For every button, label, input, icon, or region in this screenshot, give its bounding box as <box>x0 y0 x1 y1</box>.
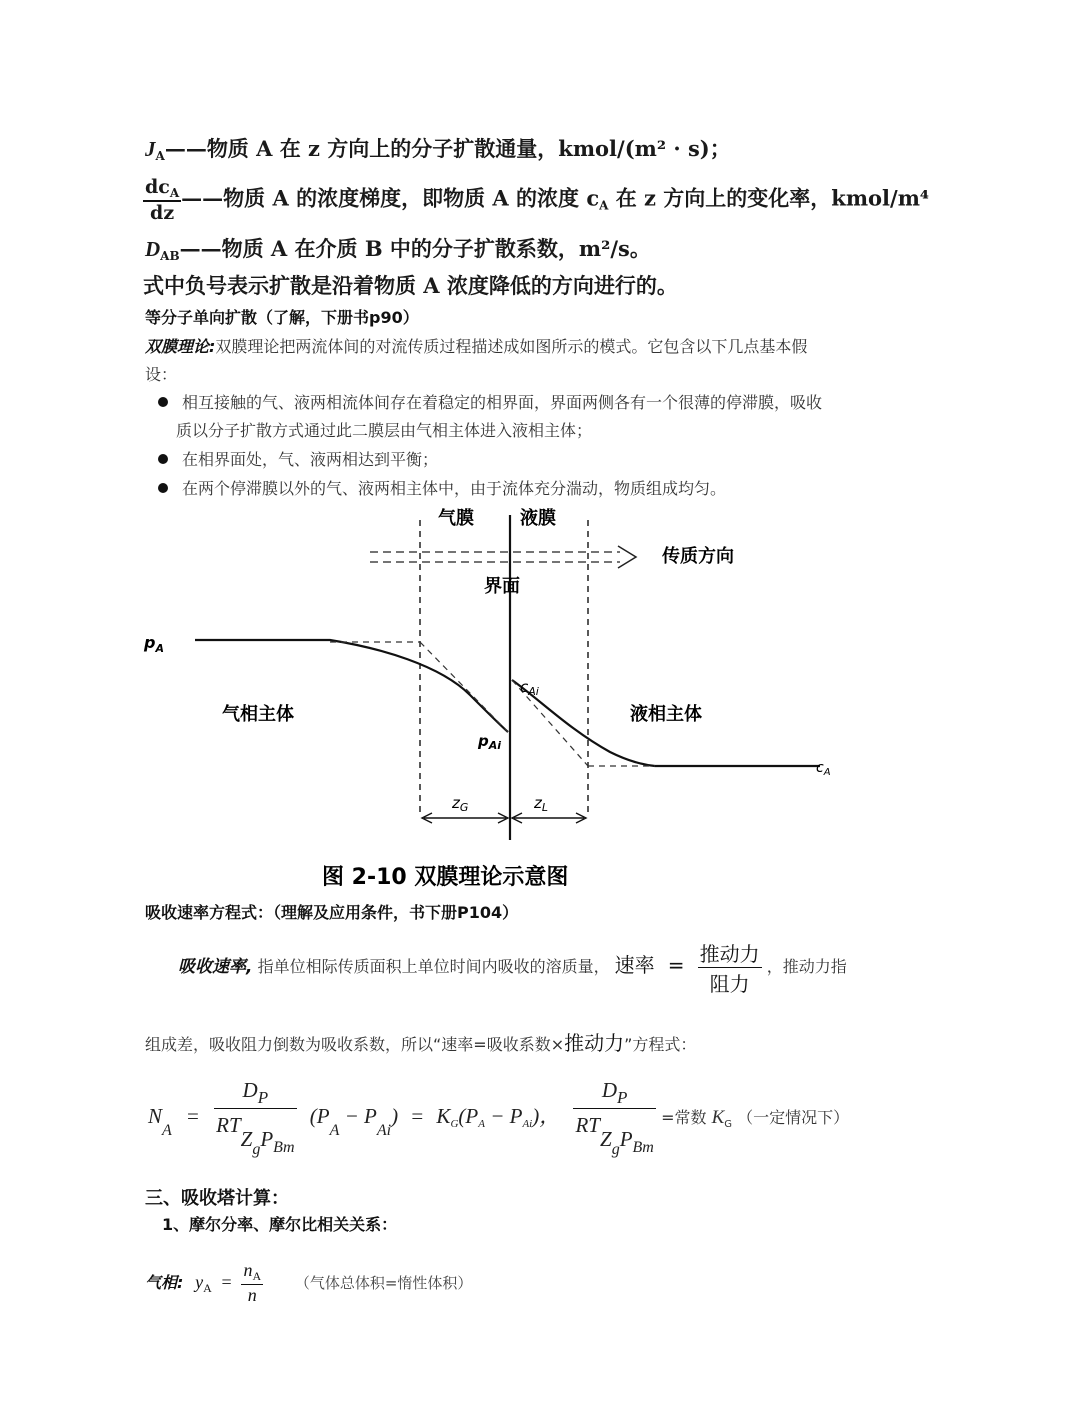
dc-text-tail: 在 z 方向上的变化率，kmol/m⁴ <box>608 185 930 211</box>
liquid-bulk-label: 液相主体 <box>630 704 702 725</box>
rate-frac-num: 推动力 <box>698 938 762 968</box>
dc-num: dc <box>145 176 170 198</box>
rate-heading: 吸收速率方程式：（理解及应用条件，书下册P104） <box>145 903 519 922</box>
def-dab-line <box>145 233 651 263</box>
rate-equals: = <box>667 953 685 977</box>
ja-symbol: J <box>145 137 156 161</box>
formula-eq2: = <box>411 1104 424 1129</box>
two-film-text-cont: 设： <box>145 365 178 384</box>
gas-phase-y: $y_A$ <box>195 1272 212 1295</box>
rate-frac-den: 阻力 <box>709 972 750 996</box>
rate-word: 速率 <box>614 953 655 977</box>
bullet-1-text: 相互接触的气、液两相流体间存在着稳定的相界面，界面两侧各有一个很薄的停滞膜，吸收 <box>182 393 823 412</box>
formula-const: =常数 $K_G$ （一定情况下） <box>661 1107 850 1131</box>
dc-num-sub: A <box>169 186 180 200</box>
rate-paragraph <box>178 938 847 997</box>
gas-phase-eq: = <box>221 1272 232 1292</box>
bullet-3-text: 在两个停滞膜以外的气、液两相主体中，由于流体充分湍动，物质组成均匀。 <box>182 479 727 498</box>
bullet-1 <box>158 390 822 413</box>
direction-label: 传质方向 <box>662 546 734 567</box>
two-film-diagram <box>140 500 850 895</box>
rate-fraction <box>698 938 762 997</box>
ja-text: ——物质 A 在 z 方向上的分子扩散通量，kmol/(m² · s)； <box>164 136 731 161</box>
two-film-paragraph <box>145 334 807 357</box>
rate-term: 吸收速率, <box>178 957 253 977</box>
formula-paren: $(P_A - P_{Ai})$ <box>309 1104 399 1140</box>
gas-bulk-label: 气相主体 <box>222 704 294 725</box>
formula-kg-expr: $K_G(P_A - P_{Ai})$， <box>436 1104 561 1131</box>
gas-phase-frac: $\frac{n_A}{n}$ <box>243 1260 262 1305</box>
formula-frac2: $\frac{D_P}{RTZ_gP_{Bm}}$ <box>575 1078 654 1158</box>
rate-line2-a: 组成差，吸收阻力倒数为吸收系数，所以“速率=吸收系数× <box>145 1035 565 1054</box>
pa-label: $p_A$ <box>144 633 164 655</box>
cai-label: $c_{Ai}$ <box>520 678 539 698</box>
dc-text-sub: A <box>599 198 609 213</box>
bullet-2 <box>158 447 438 470</box>
bullet-2-text: 在相界面处，气、液两相达到平衡； <box>182 450 439 469</box>
bullet-dot <box>158 454 168 464</box>
rate-text-tail: ，推动力指 <box>766 957 847 976</box>
rate-formula <box>148 1078 849 1159</box>
figure-caption: 图 2-10 双膜理论示意图 <box>322 865 569 890</box>
section3-heading: 三、吸收塔计算： <box>145 1188 289 1209</box>
dc-den: dz <box>150 202 175 224</box>
two-film-term: 双膜理论: <box>145 337 216 356</box>
liquid-film-label: 液膜 <box>520 508 556 529</box>
two-film-text: 双膜理论把两流体间的对流传质过程描述成如图所示的模式。它包含以下几点基本假 <box>215 337 808 356</box>
bullet-dot <box>158 483 168 493</box>
interface-label: 界面 <box>484 576 520 597</box>
ja-sub: A <box>155 149 165 163</box>
bullet-3 <box>158 476 726 499</box>
formula-eq1: = <box>187 1104 199 1129</box>
dc-text: ——物质 A 的浓度梯度，即物质 A 的浓度 c <box>181 185 600 211</box>
direction-arrow-head <box>618 546 636 568</box>
def-ja-line <box>145 133 731 163</box>
dab-symbol: D <box>145 237 161 261</box>
rate-line2-c: ”方程式： <box>624 1035 697 1054</box>
ca-label: $c_A$ <box>816 760 831 778</box>
rate-line2 <box>145 1027 696 1056</box>
def-dc-line <box>143 176 929 224</box>
rate-text: 指单位相际传质面积上单位时间内吸收的溶质量， <box>257 957 610 976</box>
bullet-dot <box>158 397 168 407</box>
gas-film-label: 气膜 <box>438 508 474 529</box>
zg-label: $z_G$ <box>452 794 469 814</box>
dab-text: ——物质 A 在介质 B 中的分子扩散系数，m²/s。 <box>179 236 651 261</box>
bullet-1-cont: 质以分子扩散方式通过此二膜层由气相主体进入液相主体； <box>176 421 593 440</box>
dc-fraction <box>143 176 181 224</box>
gas-phase-line <box>145 1260 472 1306</box>
gas-phase-label: 气相: <box>145 1273 184 1292</box>
section3-sub1: 1、摩尔分率、摩尔比相关关系： <box>162 1215 398 1234</box>
zl-label: $z_L$ <box>534 794 549 814</box>
dab-sub: AB <box>160 249 180 263</box>
pai-label: $p_{Ai}$ <box>478 732 502 752</box>
equimolar-heading: 等分子单向扩散（了解，下册书p90） <box>145 308 419 327</box>
gas-phase-note: （气体总体积=惰性体积） <box>294 1274 473 1292</box>
rate-line2-b: 推动力 <box>564 1031 625 1055</box>
formula-lhs: $N_A$ <box>148 1104 172 1140</box>
sign-note: 式中负号表示扩散是沿着物质 A 浓度降低的方向进行的。 <box>143 273 678 298</box>
formula-frac1: $\frac{D_P}{RTZ_gP_{Bm}}$ <box>216 1078 295 1158</box>
